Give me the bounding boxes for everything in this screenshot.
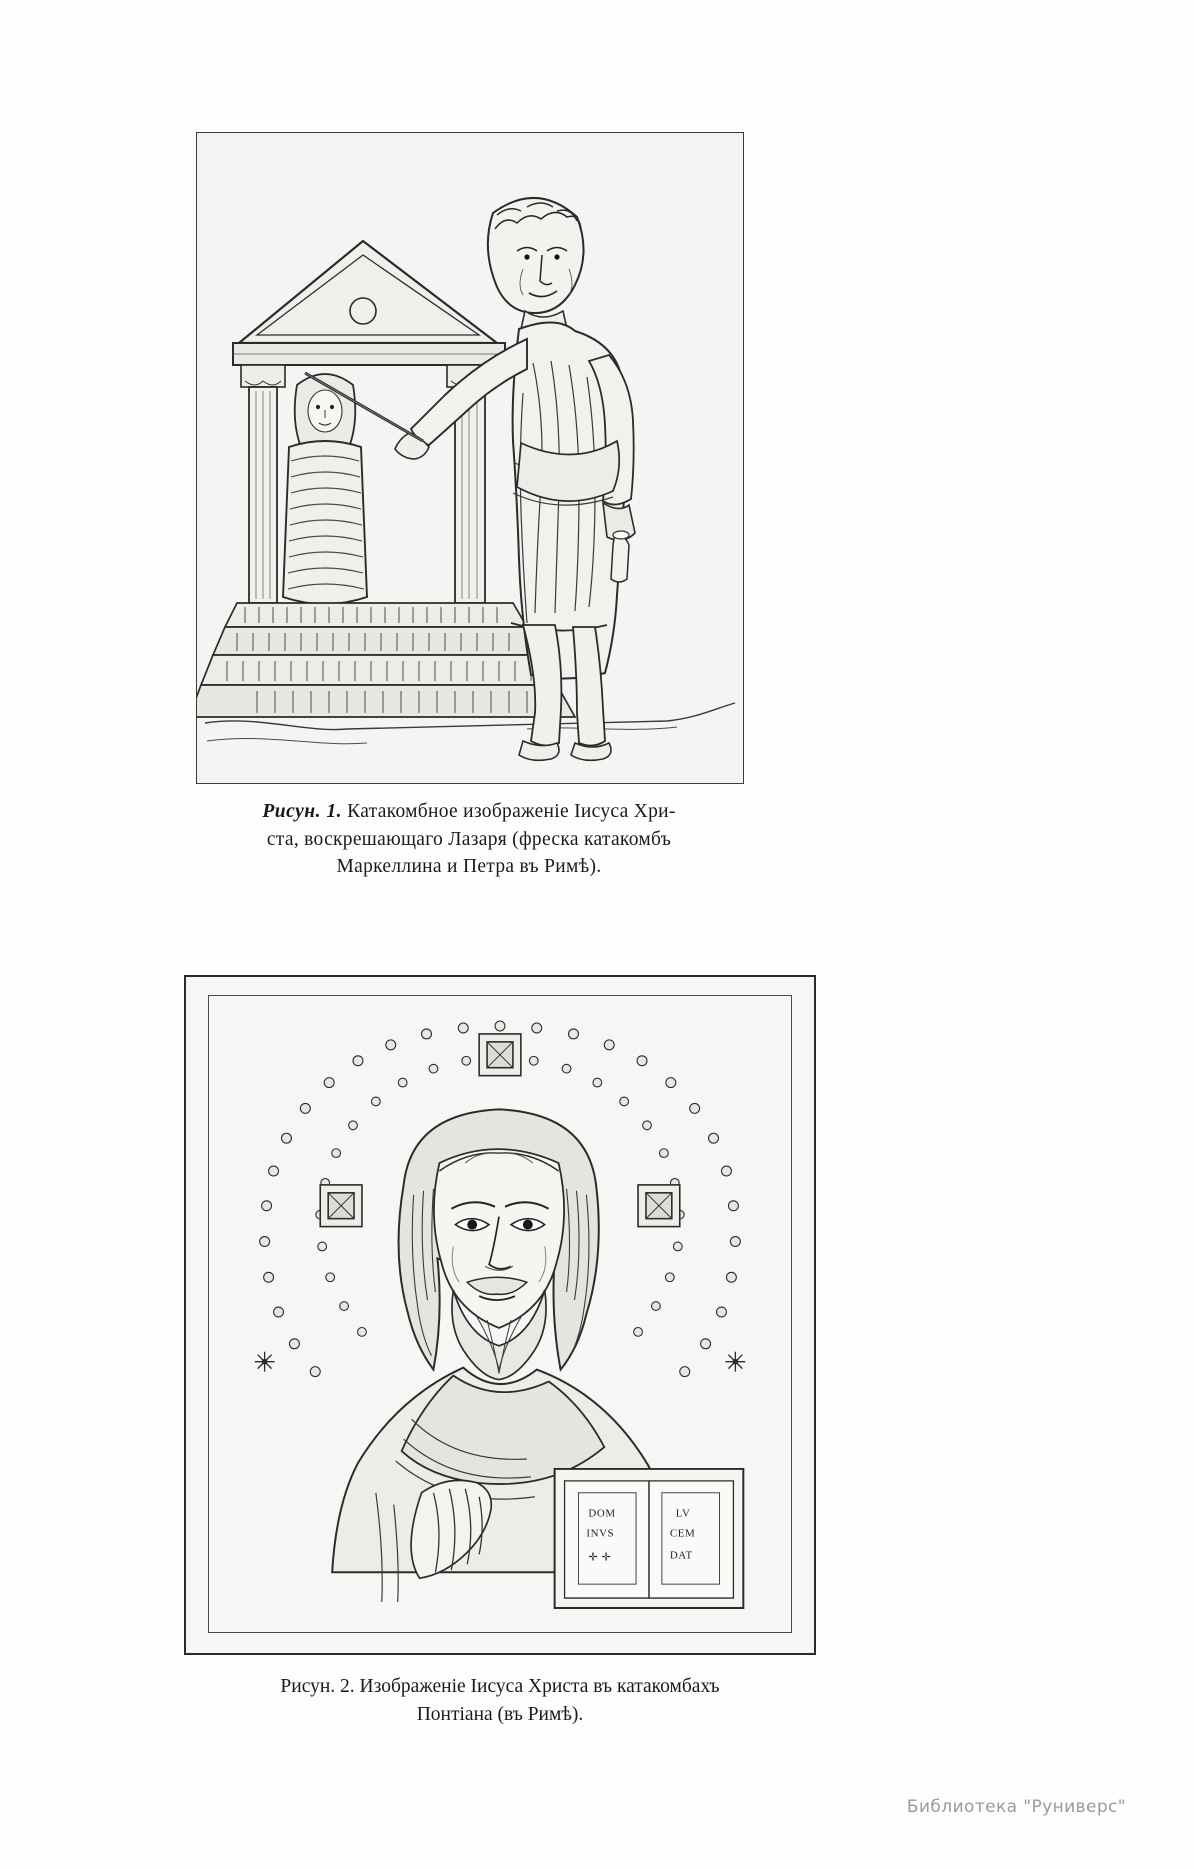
- figure-1-caption-label: Рисун. 1.: [262, 801, 342, 822]
- figure-1-caption: [196, 798, 742, 881]
- figure-2-image-frame: [208, 995, 792, 1633]
- figure-1-caption-line-1: Катакомбное изображеніе Іисуса Хри-: [347, 801, 676, 822]
- lazarus-mummy: [283, 374, 367, 604]
- figure-1-image-frame: [196, 132, 744, 784]
- codex-left-line-1: DOM: [588, 1507, 616, 1520]
- figure-1-caption-line-2: ста, воскрешающаго Лазаря (фреска катакомбъ: [266, 828, 672, 850]
- figure-2-caption-line-2: Понтіана (въ Римѣ).: [416, 1703, 584, 1725]
- codex-right-line-1: LV: [675, 1507, 691, 1520]
- figure-2-caption-line-1: Изображеніе Іисуса Христа въ катакомбахъ: [359, 1676, 720, 1697]
- library-watermark: Библиотека "Руниверс": [906, 1797, 1126, 1817]
- codex-right-line-3: DAT: [669, 1549, 693, 1562]
- figure-2-caption-label: Рисун. 2.: [280, 1676, 355, 1697]
- christ-raising-lazarus-illustration: [197, 133, 743, 783]
- figure-2-caption: [184, 1673, 816, 1728]
- bust-of-christ-illustration: [209, 996, 791, 1632]
- codex-book: [555, 1469, 744, 1608]
- figure-1: [196, 132, 742, 881]
- codex-right-line-2: CEM: [669, 1527, 696, 1540]
- codex-left-line-2: INVS: [586, 1527, 615, 1540]
- codex-left-line-3: ✛ ✛: [588, 1551, 612, 1564]
- tomb-steps: [197, 603, 575, 717]
- figure-2: [184, 975, 816, 1728]
- figure-1-caption-line-3: Маркеллина и Петра въ Римѣ).: [336, 856, 602, 878]
- figure-2-outer-frame: [184, 975, 816, 1655]
